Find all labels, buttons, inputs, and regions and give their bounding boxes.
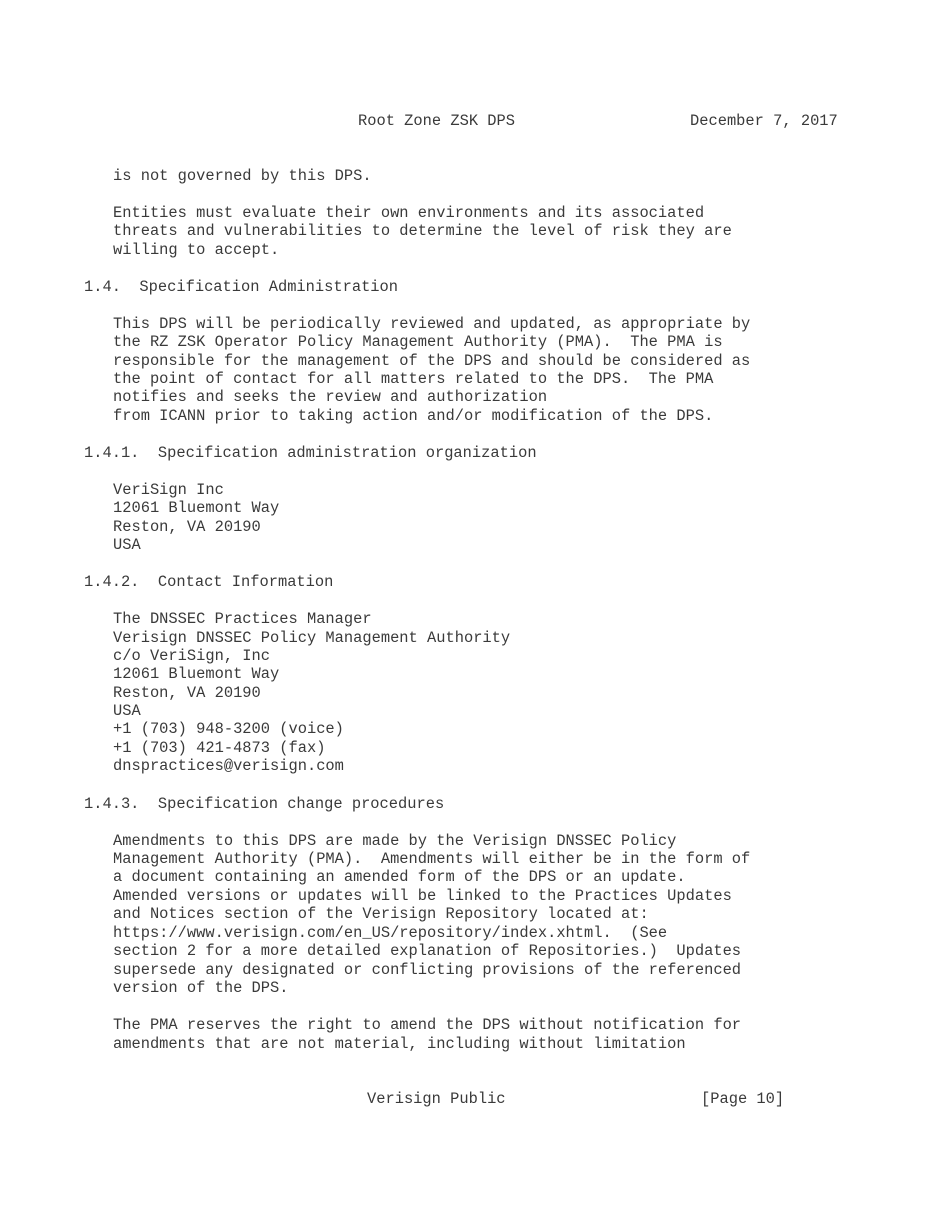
- contact-line: Reston, VA 20190: [113, 684, 261, 702]
- paragraph-line: Management Authority (PMA). Amendments will either be in the form of: [113, 850, 751, 868]
- address-line: 12061 Bluemont Way: [113, 499, 280, 517]
- contact-line: 12061 Bluemont Way: [113, 665, 280, 683]
- paragraph-line: This DPS will be periodically reviewed and updated, as appropriate by: [113, 315, 751, 333]
- paragraph-line: version of the DPS.: [113, 979, 289, 997]
- header-date: December 7, 2017: [690, 112, 838, 130]
- address-line: USA: [113, 536, 141, 554]
- footer-page-number: [Page 10]: [701, 1090, 785, 1108]
- address-line: VeriSign Inc: [113, 481, 224, 499]
- paragraph-line: Amended versions or updates will be linked to the Practices Updates: [113, 887, 732, 905]
- contact-email: dnspractices@verisign.com: [113, 757, 344, 775]
- contact-line: Verisign DNSSEC Policy Management Authority: [113, 629, 511, 647]
- paragraph-line: Amendments to this DPS are made by the Verisign DNSSEC Policy: [113, 832, 677, 850]
- paragraph-line: willing to accept.: [113, 241, 280, 259]
- paragraph-line: Entities must evaluate their own environments and its associated: [113, 204, 705, 222]
- section-heading-1-4-3: 1.4.3. Specification change procedures: [84, 795, 445, 813]
- paragraph-line: section 2 for a more detailed explanation of Repositories.) Updates: [113, 942, 742, 960]
- header-title: Root Zone ZSK DPS: [358, 112, 516, 130]
- paragraph-line: amendments that are not material, including without limitation: [113, 1035, 686, 1053]
- section-heading-1-4-2: 1.4.2. Contact Information: [84, 573, 334, 591]
- section-heading-1-4-1: 1.4.1. Specification administration organization: [84, 444, 537, 462]
- paragraph-line: from ICANN prior to taking action and/or modification of the DPS.: [113, 407, 714, 425]
- footer-label: Verisign Public: [367, 1090, 506, 1108]
- contact-line: c/o VeriSign, Inc: [113, 647, 271, 665]
- paragraph-line: the RZ ZSK Operator Policy Management Authority (PMA). The PMA is: [113, 333, 723, 351]
- paragraph-line: the point of contact for all matters related to the DPS. The PMA: [113, 370, 714, 388]
- contact-phone-voice: +1 (703) 948-3200 (voice): [113, 720, 344, 738]
- contact-phone-fax: +1 (703) 421-4873 (fax): [113, 739, 326, 757]
- paragraph-line: responsible for the management of the DPS and should be considered as: [113, 352, 751, 370]
- paragraph-line: The PMA reserves the right to amend the DPS without notification for: [113, 1016, 742, 1034]
- paragraph-line: notifies and seeks the review and authorization: [113, 388, 548, 406]
- paragraph-line: and Notices section of the Verisign Repository located at:: [113, 905, 649, 923]
- address-line: Reston, VA 20190: [113, 518, 261, 536]
- section-heading-1-4: 1.4. Specification Administration: [84, 278, 399, 296]
- intro-line: is not governed by this DPS.: [113, 167, 372, 185]
- contact-line: USA: [113, 702, 141, 720]
- repository-url-line: https://www.verisign.com/en_US/repository/index.xhtml. (See: [113, 924, 668, 942]
- paragraph-line: supersede any designated or conflicting provisions of the referenced: [113, 961, 742, 979]
- paragraph-line: a document containing an amended form of the DPS or an update.: [113, 868, 686, 886]
- contact-line: The DNSSEC Practices Manager: [113, 610, 372, 628]
- paragraph-line: threats and vulnerabilities to determine the level of risk they are: [113, 222, 732, 240]
